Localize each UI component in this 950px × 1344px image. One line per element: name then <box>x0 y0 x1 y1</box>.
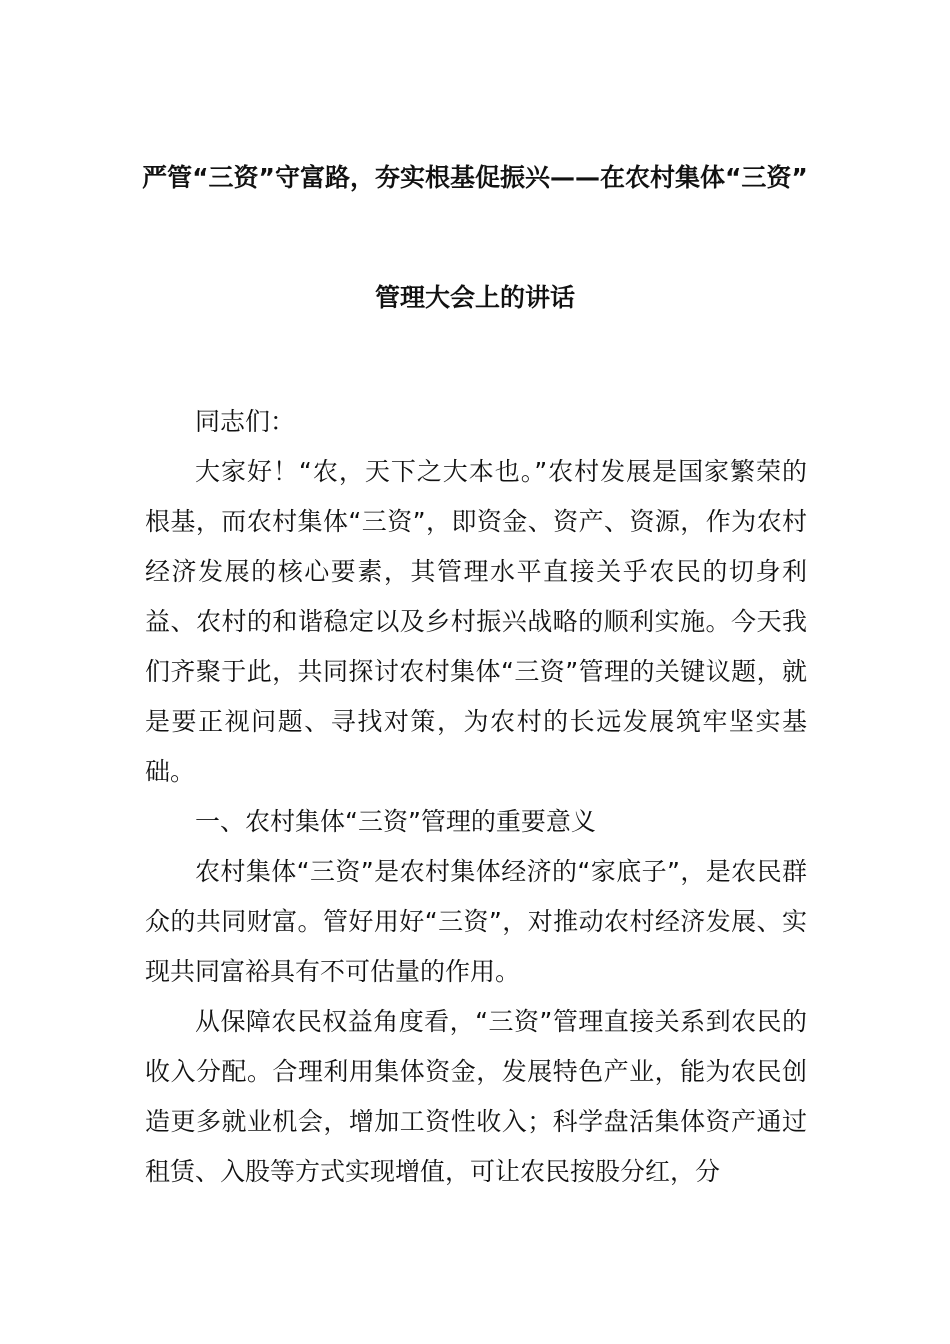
body-paragraph: 从保障农民权益角度看，“三资”管理直接关系到农民的收入分配。合理利用集体资金，发展特色产业，能为农民创造更多就业机会，增加工资性收入；科学盘活集体资产通过租赁、入股等方式实现增值，可让农民按股分红，分 <box>145 1007 807 1186</box>
salutation: 同志们： <box>195 407 296 436</box>
document-body <box>145 397 807 1197</box>
body-paragraph: 大家好！“农，天下之大本也。”农村发展是国家繁荣的根基，而农村集体“三资”，即资金、资产、资源，作为农村经济发展的核心要素，其管理水平直接关乎农民的切身利益、农村的和谐稳定以及乡村振兴战略的顺利实施。今天我们齐聚于此，共同探讨农村集体“三资”管理的关键议题，就是要正视问题、寻找对策，为农村的长远发展筑牢坚实基础。 <box>145 457 807 786</box>
body-paragraph: 农村集体“三资”是农村集体经济的“家底子”，是农民群众的共同财富。管好用好“三资”，对推动农村经济发展、实现共同富裕具有不可估量的作用。 <box>145 857 807 986</box>
document-title-line-2: 管理大会上的讲话 <box>374 283 575 312</box>
document-title-line-1: 严管“三资”守富路，夯实根基促振兴——在农村集体“三资” <box>142 163 808 192</box>
section-heading: 一、农村集体“三资”管理的重要意义 <box>195 807 596 836</box>
